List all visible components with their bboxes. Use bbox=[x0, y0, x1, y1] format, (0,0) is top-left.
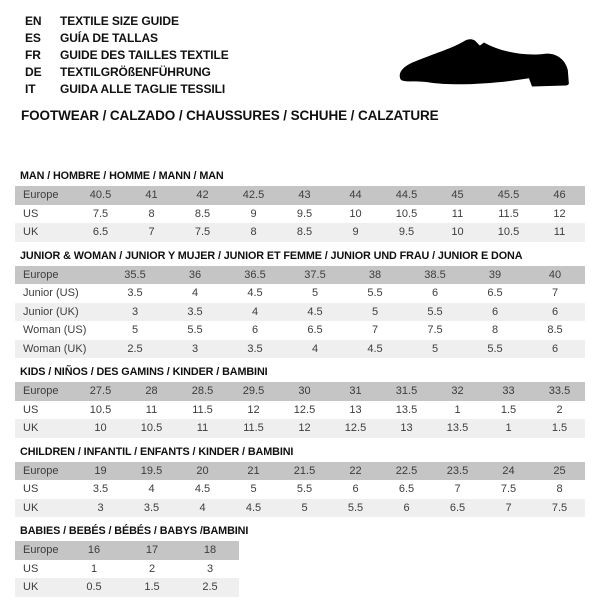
size-cell: 13.5 bbox=[395, 403, 418, 416]
table-row bbox=[15, 541, 239, 560]
size-cell: 33.5 bbox=[548, 385, 571, 398]
size-cell: 4.5 bbox=[247, 287, 263, 300]
size-cell: 10 bbox=[451, 226, 464, 239]
size-cell: 3.5 bbox=[187, 305, 203, 318]
size-cell: 10.5 bbox=[89, 403, 112, 416]
size-cell: 3 bbox=[131, 305, 139, 318]
size-cell: 3 bbox=[97, 501, 104, 514]
size-cell: 42.5 bbox=[242, 189, 265, 202]
size-cell: 45 bbox=[451, 189, 464, 202]
size-cell: 5.5 bbox=[187, 324, 203, 337]
size-cell: 44.5 bbox=[395, 189, 418, 202]
row-label: UK bbox=[23, 226, 39, 239]
language-code: IT bbox=[25, 82, 36, 96]
size-cell: 35.5 bbox=[124, 268, 146, 281]
language-row bbox=[25, 30, 229, 47]
table-title: MAN / HOMBRE / HOMME / MANN / MAN bbox=[20, 170, 224, 182]
size-table-section bbox=[15, 446, 585, 518]
size-cell: 40 bbox=[548, 268, 562, 281]
language-title: GUÍA DE TALLAS bbox=[60, 31, 158, 45]
size-cell: 4.5 bbox=[194, 483, 211, 496]
language-code: DE bbox=[25, 65, 42, 79]
size-cell: 7 bbox=[551, 287, 559, 300]
size-cell: 30 bbox=[298, 385, 311, 398]
size-cell: 1.5 bbox=[144, 581, 160, 594]
size-cell: 7 bbox=[454, 483, 461, 496]
size-cell: 4 bbox=[191, 287, 199, 300]
size-cell: 45.5 bbox=[497, 189, 520, 202]
size-cell: 6 bbox=[491, 305, 499, 318]
language-title: GUIDA ALLE TAGLIE TESSILI bbox=[60, 82, 226, 96]
size-cell: 4 bbox=[199, 501, 206, 514]
size-table-section bbox=[15, 170, 585, 242]
row-label: Junior (US) bbox=[23, 287, 79, 300]
size-cell: 3.5 bbox=[127, 287, 143, 300]
size-cell: 5.5 bbox=[347, 501, 364, 514]
size-cell: 4 bbox=[251, 305, 259, 318]
size-cell: 40.5 bbox=[89, 189, 112, 202]
size-table-section bbox=[15, 250, 585, 359]
size-cell: 13 bbox=[400, 422, 413, 435]
row-label: Europe bbox=[23, 189, 59, 202]
language-code: EN bbox=[25, 14, 42, 28]
size-cell: 3 bbox=[206, 562, 214, 575]
language-row bbox=[25, 47, 229, 64]
size-cell: 1.5 bbox=[551, 422, 568, 435]
size-cell: 24 bbox=[502, 464, 515, 477]
size-cell: 19.5 bbox=[140, 464, 163, 477]
size-cell: 46 bbox=[553, 189, 566, 202]
size-cell: 11.5 bbox=[498, 207, 519, 220]
size-cell: 11 bbox=[145, 403, 158, 416]
size-cell: 22 bbox=[349, 464, 362, 477]
size-cell: 27.5 bbox=[89, 385, 112, 398]
size-cell: 7.5 bbox=[92, 207, 109, 220]
table-row bbox=[15, 186, 585, 205]
size-cell: 11 bbox=[451, 207, 464, 220]
size-cell: 2 bbox=[556, 403, 563, 416]
size-cell: 3.5 bbox=[247, 342, 263, 355]
size-cell: 11 bbox=[196, 422, 209, 435]
size-cell: 6.5 bbox=[449, 501, 466, 514]
size-cell: 28 bbox=[145, 385, 158, 398]
size-cell: 31.5 bbox=[395, 385, 418, 398]
size-cell: 31 bbox=[349, 385, 362, 398]
category-heading: FOOTWEAR / CALZADO / CHAUSSURES / SCHUHE / CALZATURE bbox=[21, 108, 439, 123]
size-cell: 7 bbox=[371, 324, 379, 337]
size-cell: 36.5 bbox=[244, 268, 266, 281]
size-cell: 10 bbox=[349, 207, 362, 220]
size-cell: 12.5 bbox=[344, 422, 367, 435]
size-cell: 5 bbox=[311, 287, 319, 300]
size-cell: 2.5 bbox=[127, 342, 143, 355]
size-cell: 21 bbox=[247, 464, 260, 477]
size-cell: 7.5 bbox=[194, 226, 211, 239]
language-row bbox=[25, 81, 229, 98]
language-row bbox=[25, 13, 229, 30]
table-title: BABIES / BEBÉS / BÉBÉS / BABYS /BAMBINI bbox=[20, 525, 249, 537]
language-title: TEXTILGRÖßENFÜHRUNG bbox=[60, 65, 211, 79]
size-cell: 10.5 bbox=[140, 422, 163, 435]
size-cell: 6 bbox=[352, 483, 359, 496]
size-cell: 22.5 bbox=[395, 464, 418, 477]
size-cell: 8.5 bbox=[547, 324, 563, 337]
size-table bbox=[15, 541, 239, 597]
size-cell: 18 bbox=[203, 544, 217, 557]
size-cell: 6 bbox=[431, 287, 439, 300]
size-cell: 6.5 bbox=[487, 287, 503, 300]
size-cell: 6.5 bbox=[398, 483, 415, 496]
size-cell: 12 bbox=[553, 207, 566, 220]
size-cell: 6 bbox=[251, 324, 259, 337]
size-cell: 7.5 bbox=[427, 324, 443, 337]
size-cell: 12 bbox=[298, 422, 311, 435]
size-cell: 11 bbox=[553, 226, 566, 239]
language-title-list bbox=[25, 13, 229, 98]
size-cell: 7.5 bbox=[500, 483, 517, 496]
table-title: JUNIOR & WOMAN / JUNIOR Y MUJER / JUNIOR ET FEMME / JUNIOR UND FRAU / JUNIOR E DONA bbox=[20, 249, 523, 262]
size-table bbox=[15, 462, 585, 518]
size-cell: 1 bbox=[454, 403, 461, 416]
size-cell: 6 bbox=[551, 342, 559, 355]
size-cell: 5.5 bbox=[367, 287, 383, 300]
table-row bbox=[15, 480, 585, 499]
table-row bbox=[15, 321, 585, 340]
size-cell: 5 bbox=[250, 483, 257, 496]
size-cell: 5.5 bbox=[427, 305, 443, 318]
size-cell: 10.5 bbox=[497, 226, 520, 239]
size-cell: 28.5 bbox=[191, 385, 214, 398]
size-cell: 8 bbox=[148, 207, 155, 220]
size-cell: 21.5 bbox=[293, 464, 316, 477]
size-cell: 39 bbox=[488, 268, 502, 281]
size-cell: 9 bbox=[250, 207, 257, 220]
table-title: CHILDREN / INFANTIL / ENFANTS / KINDER / BAMBINI bbox=[20, 445, 294, 458]
size-cell: 8 bbox=[556, 483, 563, 496]
size-cell: 12 bbox=[247, 403, 260, 416]
size-cell: 29.5 bbox=[242, 385, 265, 398]
language-code: FR bbox=[25, 48, 41, 62]
size-cell: 3.5 bbox=[92, 483, 109, 496]
size-cell: 42 bbox=[196, 189, 209, 202]
size-cell: 5 bbox=[301, 501, 308, 514]
size-table bbox=[15, 382, 585, 438]
row-label: Europe bbox=[23, 544, 59, 557]
table-row bbox=[15, 284, 585, 303]
table-title: KIDS / NIÑOS / DES GAMINS / KINDER / BAMBINI bbox=[20, 366, 268, 378]
row-label: Woman (UK) bbox=[23, 342, 87, 355]
size-cell: 10 bbox=[94, 422, 107, 435]
table-row bbox=[15, 578, 239, 597]
table-row bbox=[15, 401, 585, 420]
size-cell: 9.5 bbox=[398, 226, 415, 239]
size-cell: 1.5 bbox=[500, 403, 517, 416]
size-cell: 20 bbox=[196, 464, 209, 477]
size-cell: 1 bbox=[90, 562, 98, 575]
size-cell: 16 bbox=[87, 544, 101, 557]
size-cell: 4.5 bbox=[245, 501, 262, 514]
size-tables bbox=[15, 170, 585, 600]
size-cell: 7 bbox=[505, 501, 512, 514]
size-cell: 11.5 bbox=[243, 422, 264, 435]
size-cell: 4.5 bbox=[367, 342, 383, 355]
size-table-section bbox=[15, 525, 585, 597]
size-cell: 8 bbox=[491, 324, 499, 337]
size-cell: 6.5 bbox=[92, 226, 109, 239]
size-cell: 11.5 bbox=[192, 403, 213, 416]
size-cell: 5 bbox=[431, 342, 439, 355]
size-table bbox=[15, 186, 585, 242]
size-cell: 3 bbox=[191, 342, 199, 355]
size-cell: 32 bbox=[451, 385, 464, 398]
size-cell: 10.5 bbox=[395, 207, 418, 220]
size-cell: 6.5 bbox=[307, 324, 323, 337]
size-cell: 8.5 bbox=[194, 207, 211, 220]
row-label: US bbox=[23, 483, 39, 496]
table-row bbox=[15, 462, 585, 481]
size-cell: 44 bbox=[349, 189, 362, 202]
size-cell: 9.5 bbox=[296, 207, 313, 220]
size-cell: 19 bbox=[94, 464, 107, 477]
size-cell: 12.5 bbox=[293, 403, 316, 416]
size-cell: 38.5 bbox=[424, 268, 446, 281]
table-row bbox=[15, 303, 585, 322]
size-cell: 6 bbox=[551, 305, 559, 318]
row-label: UK bbox=[23, 422, 39, 435]
size-cell: 17 bbox=[145, 544, 159, 557]
size-cell: 2.5 bbox=[202, 581, 218, 594]
size-cell: 5 bbox=[131, 324, 139, 337]
row-label: Woman (US) bbox=[23, 324, 87, 337]
size-cell: 7.5 bbox=[551, 501, 568, 514]
language-code: ES bbox=[25, 31, 41, 45]
size-cell: 25 bbox=[553, 464, 566, 477]
table-row bbox=[15, 499, 585, 518]
size-cell: 7 bbox=[148, 226, 155, 239]
row-label: UK bbox=[23, 581, 39, 594]
size-cell: 8 bbox=[250, 226, 257, 239]
size-cell: 6 bbox=[403, 501, 410, 514]
size-cell: 38 bbox=[368, 268, 382, 281]
size-table-section bbox=[15, 366, 585, 438]
language-title: TEXTILE SIZE GUIDE bbox=[60, 14, 179, 28]
size-cell: 4 bbox=[311, 342, 319, 355]
size-cell: 5 bbox=[371, 305, 379, 318]
row-label: Europe bbox=[23, 385, 59, 398]
size-cell: 37.5 bbox=[304, 268, 326, 281]
table-row bbox=[15, 419, 585, 438]
table-row bbox=[15, 223, 585, 242]
row-label: Europe bbox=[23, 464, 59, 477]
table-row bbox=[15, 266, 585, 285]
size-cell: 8.5 bbox=[296, 226, 313, 239]
row-label: US bbox=[23, 207, 39, 220]
size-cell: 41 bbox=[145, 189, 158, 202]
size-cell: 33 bbox=[502, 385, 515, 398]
table-row bbox=[15, 560, 239, 579]
row-label: Europe bbox=[23, 268, 59, 281]
size-table bbox=[15, 266, 585, 359]
size-cell: 5.5 bbox=[296, 483, 313, 496]
table-row bbox=[15, 205, 585, 224]
size-cell: 9 bbox=[352, 226, 359, 239]
row-label: US bbox=[23, 403, 39, 416]
size-cell: 3.5 bbox=[143, 501, 160, 514]
size-cell: 23.5 bbox=[446, 464, 469, 477]
size-cell: 13.5 bbox=[446, 422, 469, 435]
language-title: GUIDE DES TAILLES TEXTILE bbox=[60, 48, 229, 62]
row-label: US bbox=[23, 562, 39, 575]
size-cell: 36 bbox=[188, 268, 202, 281]
size-cell: 5.5 bbox=[487, 342, 503, 355]
table-row bbox=[15, 382, 585, 401]
size-cell: 43 bbox=[298, 189, 311, 202]
row-label: Junior (UK) bbox=[23, 305, 79, 318]
table-row bbox=[15, 340, 585, 359]
row-label: UK bbox=[23, 501, 39, 514]
size-cell: 1 bbox=[505, 422, 512, 435]
language-row bbox=[25, 64, 229, 81]
size-cell: 13 bbox=[349, 403, 362, 416]
size-cell: 2 bbox=[148, 562, 156, 575]
dress-shoe-icon bbox=[396, 34, 576, 96]
size-cell: 0.5 bbox=[86, 581, 102, 594]
size-cell: 4.5 bbox=[307, 305, 323, 318]
size-cell: 4 bbox=[148, 483, 155, 496]
